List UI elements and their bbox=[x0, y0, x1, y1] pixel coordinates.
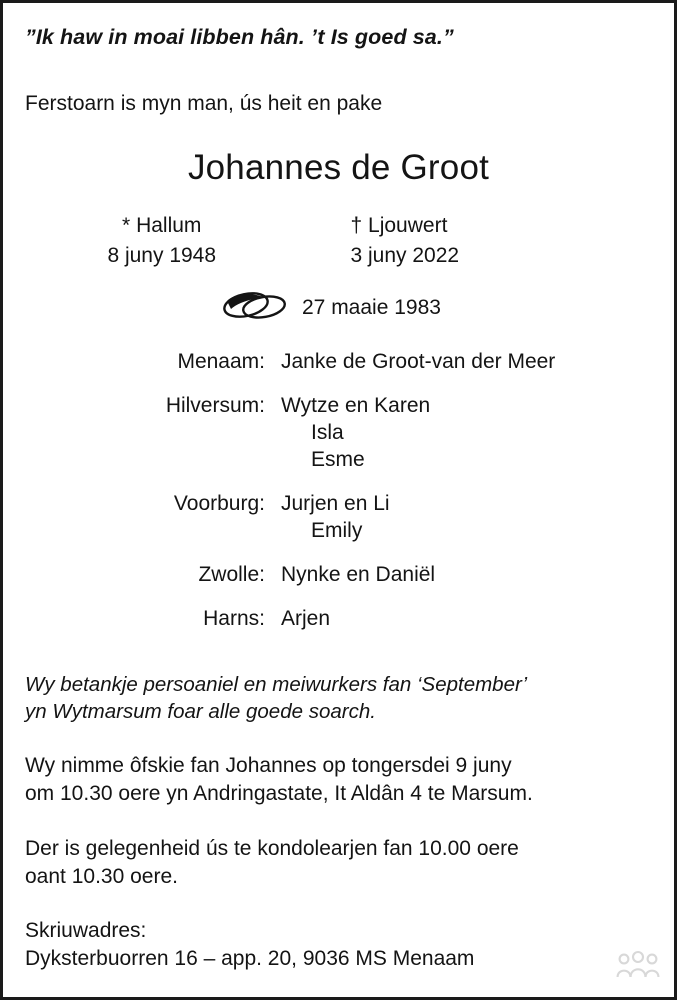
family-place: Hilversum: bbox=[165, 394, 265, 417]
condolence-line-2: oant 10.30 oere. bbox=[25, 864, 178, 888]
death-block bbox=[339, 214, 653, 268]
family-name: Emily bbox=[311, 519, 363, 542]
family-name: Jurjen en Li bbox=[281, 492, 390, 515]
family-list bbox=[25, 350, 652, 634]
family-place: Menaam: bbox=[177, 350, 265, 373]
thanks-line-2: yn Wytmarsum foar alle goede soarch. bbox=[25, 700, 376, 724]
thanks-text bbox=[25, 671, 652, 725]
address-label: Skriuwadres: bbox=[25, 918, 147, 942]
birth-place: Hallum bbox=[136, 214, 202, 237]
marriage-date: 27 maaie 1983 bbox=[302, 296, 441, 319]
family-names bbox=[281, 607, 652, 634]
family-row bbox=[25, 492, 652, 546]
family-group-logo bbox=[616, 950, 660, 985]
intro-text: Ferstoarn is myn man, ús heit en pake bbox=[25, 92, 383, 115]
death-place: Ljouwert bbox=[368, 214, 448, 237]
family-place: Voorburg: bbox=[173, 492, 265, 515]
quote-text: ”Ik haw in moai libben hân. ’t Is goed sa.” bbox=[25, 25, 454, 49]
condolence-line-1: Der is gelegenheid ús te kondolearjen fan 10.00 oere bbox=[25, 836, 519, 860]
funeral-line-2: om 10.30 oere yn Andringastate, It Aldân 4 te Marsum. bbox=[25, 782, 533, 806]
family-name: Janke de Groot-van der Meer bbox=[281, 350, 556, 373]
funeral-line-1: Wy nimme ôfskie fan Johannes op tongersdei 9 juny bbox=[25, 754, 512, 778]
birth-symbol: * bbox=[122, 214, 131, 237]
family-row bbox=[25, 563, 652, 590]
death-date: 3 juny 2022 bbox=[350, 244, 460, 267]
card-body bbox=[3, 3, 674, 973]
thanks-line-1: Wy betankje persoaniel en meiwurkers fan ‘September’ bbox=[25, 673, 528, 696]
family-names bbox=[281, 394, 652, 475]
address-value: Dyksterbuorren 16 – app. 20, 9036 MS Menaam bbox=[25, 946, 475, 970]
life-dates bbox=[25, 214, 652, 268]
family-name: Isla bbox=[311, 421, 344, 444]
family-names bbox=[281, 492, 652, 546]
marriage-block bbox=[25, 290, 652, 326]
birth-date: 8 juny 1948 bbox=[107, 244, 217, 267]
address-block bbox=[25, 917, 652, 973]
family-name: Arjen bbox=[281, 607, 331, 630]
deceased-name: Johannes de Groot bbox=[187, 148, 490, 187]
family-names bbox=[281, 350, 652, 377]
family-row bbox=[25, 350, 652, 377]
family-place: Zwolle: bbox=[198, 563, 265, 586]
birth-block bbox=[25, 214, 339, 268]
condolence-info bbox=[25, 835, 652, 891]
family-name: Nynke en Daniël bbox=[281, 563, 436, 586]
family-row bbox=[25, 394, 652, 475]
wedding-rings-icon bbox=[221, 290, 289, 326]
family-name: Wytze en Karen bbox=[281, 394, 431, 417]
death-symbol: † bbox=[350, 214, 363, 237]
family-place: Harns: bbox=[203, 607, 265, 630]
family-name: Esme bbox=[311, 448, 365, 471]
funeral-info bbox=[25, 752, 652, 808]
family-names bbox=[281, 563, 652, 590]
family-row bbox=[25, 607, 652, 634]
